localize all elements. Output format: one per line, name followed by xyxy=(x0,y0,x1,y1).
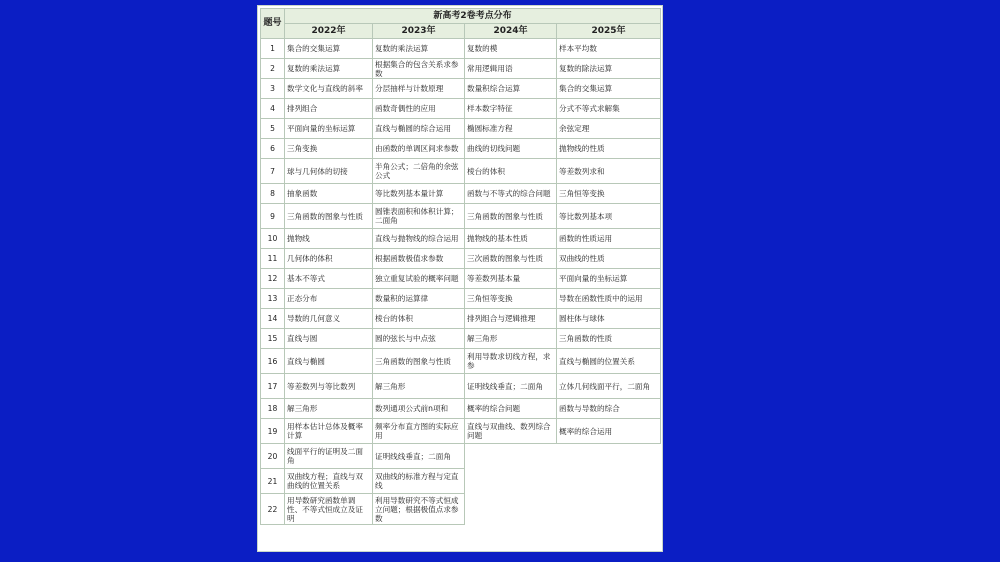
topic-2025: 复数的除法运算 xyxy=(557,59,661,79)
question-number: 13 xyxy=(261,289,285,309)
topic-2024: 数量积综合运算 xyxy=(465,79,557,99)
topic-2023: 频率分布直方图的实际应用 xyxy=(373,419,465,444)
table-row xyxy=(261,204,661,229)
topic-2023: 三角函数的图象与性质 xyxy=(373,349,465,374)
table-row xyxy=(261,349,661,374)
question-number: 20 xyxy=(261,444,285,469)
topic-2025: 等比数列基本项 xyxy=(557,204,661,229)
question-number: 18 xyxy=(261,399,285,419)
question-number: 14 xyxy=(261,309,285,329)
topic-table xyxy=(260,8,661,525)
topic-2023: 分层抽样与计数原理 xyxy=(373,79,465,99)
topic-2022: 数学文化与直线的斜率 xyxy=(285,79,373,99)
topic-2022: 直线与圆 xyxy=(285,329,373,349)
table-row xyxy=(261,329,661,349)
topic-2023: 根据函数极值求参数 xyxy=(373,249,465,269)
topic-2025: 抛物线的性质 xyxy=(557,139,661,159)
table-row xyxy=(261,79,661,99)
topic-2025: 导数在函数性质中的运用 xyxy=(557,289,661,309)
topic-2024: 证明线线垂直；二面角 xyxy=(465,374,557,399)
topic-2022: 排列组合 xyxy=(285,99,373,119)
topic-2024: 直线与双曲线、数列综合问题 xyxy=(465,419,557,444)
header-year-2025: 2025年 xyxy=(557,24,661,39)
topic-2025: 平面向量的坐标运算 xyxy=(557,269,661,289)
topic-2022: 正态分布 xyxy=(285,289,373,309)
question-number: 1 xyxy=(261,39,285,59)
topic-2022: 球与几何体的切接 xyxy=(285,159,373,184)
question-number: 6 xyxy=(261,139,285,159)
topic-2023: 复数的乘法运算 xyxy=(373,39,465,59)
topic-2024: 三角恒等变换 xyxy=(465,289,557,309)
topic-2022: 三角函数的图象与性质 xyxy=(285,204,373,229)
topic-2022: 用样本估计总体及概率计算 xyxy=(285,419,373,444)
topic-2023: 利用导数研究不等式恒成立问题；根据极值点求参数 xyxy=(373,494,465,525)
topic-2025: 三角恒等变换 xyxy=(557,184,661,204)
topic-2022: 集合的交集运算 xyxy=(285,39,373,59)
question-number: 21 xyxy=(261,469,285,494)
question-number: 15 xyxy=(261,329,285,349)
question-number: 16 xyxy=(261,349,285,374)
question-number: 22 xyxy=(261,494,285,525)
header-question-number: 题号 xyxy=(261,9,285,39)
table-row xyxy=(261,159,661,184)
topic-2022: 用导数研究函数单调性、不等式恒成立及证明 xyxy=(285,494,373,525)
topic-2022: 直线与椭圆 xyxy=(285,349,373,374)
topic-2024: 常用逻辑用语 xyxy=(465,59,557,79)
question-number: 19 xyxy=(261,419,285,444)
table-row xyxy=(261,444,661,469)
table-row xyxy=(261,59,661,79)
topic-2025: 余弦定理 xyxy=(557,119,661,139)
topic-2022: 三角变换 xyxy=(285,139,373,159)
topic-2022: 解三角形 xyxy=(285,399,373,419)
table-row xyxy=(261,419,661,444)
topic-2025: 样本平均数 xyxy=(557,39,661,59)
topic-2022: 双曲线方程；直线与双曲线的位置关系 xyxy=(285,469,373,494)
topic-2025: 分式不等式求解集 xyxy=(557,99,661,119)
topic-2025: 概率的综合运用 xyxy=(557,419,661,444)
table-row xyxy=(261,39,661,59)
topic-2022: 等差数列与等比数列 xyxy=(285,374,373,399)
topic-2024: 排列组合与逻辑推理 xyxy=(465,309,557,329)
topic-2025: 圆柱体与球体 xyxy=(557,309,661,329)
header-year-2024: 2024年 xyxy=(465,24,557,39)
table-title: 新高考2卷考点分布 xyxy=(285,9,661,24)
topic-2025: 集合的交集运算 xyxy=(557,79,661,99)
topic-2024: 复数的模 xyxy=(465,39,557,59)
topic-2025: 三角函数的性质 xyxy=(557,329,661,349)
topic-2024: 曲线的切线问题 xyxy=(465,139,557,159)
exam-topic-sheet xyxy=(258,6,662,551)
question-number: 9 xyxy=(261,204,285,229)
topic-2025: 双曲线的性质 xyxy=(557,249,661,269)
topic-2025: 函数的性质运用 xyxy=(557,229,661,249)
table-row xyxy=(261,99,661,119)
topic-2024: 棱台的体积 xyxy=(465,159,557,184)
table-row xyxy=(261,374,661,399)
topic-2025: 等差数列求和 xyxy=(557,159,661,184)
question-number: 12 xyxy=(261,269,285,289)
topic-2023: 直线与椭圆的综合运用 xyxy=(373,119,465,139)
question-number: 3 xyxy=(261,79,285,99)
topic-2023: 等比数列基本量计算 xyxy=(373,184,465,204)
question-number: 7 xyxy=(261,159,285,184)
topic-2025: 立体几何线面平行，二面角 xyxy=(557,374,661,399)
topic-2024: 函数与不等式的综合问题 xyxy=(465,184,557,204)
question-number: 17 xyxy=(261,374,285,399)
topic-2023: 半角公式；二倍角的余弦公式 xyxy=(373,159,465,184)
table-row xyxy=(261,399,661,419)
topic-2022: 线面平行的证明及二面角 xyxy=(285,444,373,469)
topic-2022: 复数的乘法运算 xyxy=(285,59,373,79)
topic-2024: 抛物线的基本性质 xyxy=(465,229,557,249)
topic-2023: 数列通项公式前n项和 xyxy=(373,399,465,419)
topic-2024: 椭圆标准方程 xyxy=(465,119,557,139)
header-year-2023: 2023年 xyxy=(373,24,465,39)
topic-2025: 直线与椭圆的位置关系 xyxy=(557,349,661,374)
question-number: 4 xyxy=(261,99,285,119)
table-row xyxy=(261,184,661,204)
empty-area xyxy=(465,444,661,525)
table-row xyxy=(261,269,661,289)
question-number: 5 xyxy=(261,119,285,139)
topic-2023: 由函数的单调区间求参数 xyxy=(373,139,465,159)
topic-2024: 等差数列基本量 xyxy=(465,269,557,289)
table-row xyxy=(261,309,661,329)
table-row xyxy=(261,119,661,139)
topic-2024: 利用导数求切线方程，求参 xyxy=(465,349,557,374)
question-number: 8 xyxy=(261,184,285,204)
topic-2023: 证明线线垂直；二面角 xyxy=(373,444,465,469)
topic-2022: 平面向量的坐标运算 xyxy=(285,119,373,139)
question-number: 2 xyxy=(261,59,285,79)
question-number: 10 xyxy=(261,229,285,249)
header-year-2022: 2022年 xyxy=(285,24,373,39)
topic-2023: 圆的弦长与中点弦 xyxy=(373,329,465,349)
topic-2023: 棱台的体积 xyxy=(373,309,465,329)
topic-2022: 基本不等式 xyxy=(285,269,373,289)
table-row xyxy=(261,289,661,309)
topic-2023: 双曲线的标准方程与定直线 xyxy=(373,469,465,494)
question-number: 11 xyxy=(261,249,285,269)
topic-2024: 样本数字特征 xyxy=(465,99,557,119)
topic-2024: 解三角形 xyxy=(465,329,557,349)
topic-2023: 独立重复试验的概率问题 xyxy=(373,269,465,289)
topic-2024: 三次函数的图象与性质 xyxy=(465,249,557,269)
topic-2025: 函数与导数的综合 xyxy=(557,399,661,419)
topic-2023: 根据集合的包含关系求参数 xyxy=(373,59,465,79)
topic-2022: 抽象函数 xyxy=(285,184,373,204)
topic-2023: 直线与抛物线的综合运用 xyxy=(373,229,465,249)
topic-2023: 解三角形 xyxy=(373,374,465,399)
topic-2022: 抛物线 xyxy=(285,229,373,249)
table-row xyxy=(261,249,661,269)
table-row xyxy=(261,229,661,249)
topic-2024: 概率的综合问题 xyxy=(465,399,557,419)
topic-2023: 圆锥表面积和体积计算；二面角 xyxy=(373,204,465,229)
topic-2022: 导数的几何意义 xyxy=(285,309,373,329)
topic-2023: 函数奇偶性的应用 xyxy=(373,99,465,119)
table-row xyxy=(261,139,661,159)
topic-2024: 三角函数的图象与性质 xyxy=(465,204,557,229)
topic-2022: 几何体的体积 xyxy=(285,249,373,269)
topic-2023: 数量积的运算律 xyxy=(373,289,465,309)
